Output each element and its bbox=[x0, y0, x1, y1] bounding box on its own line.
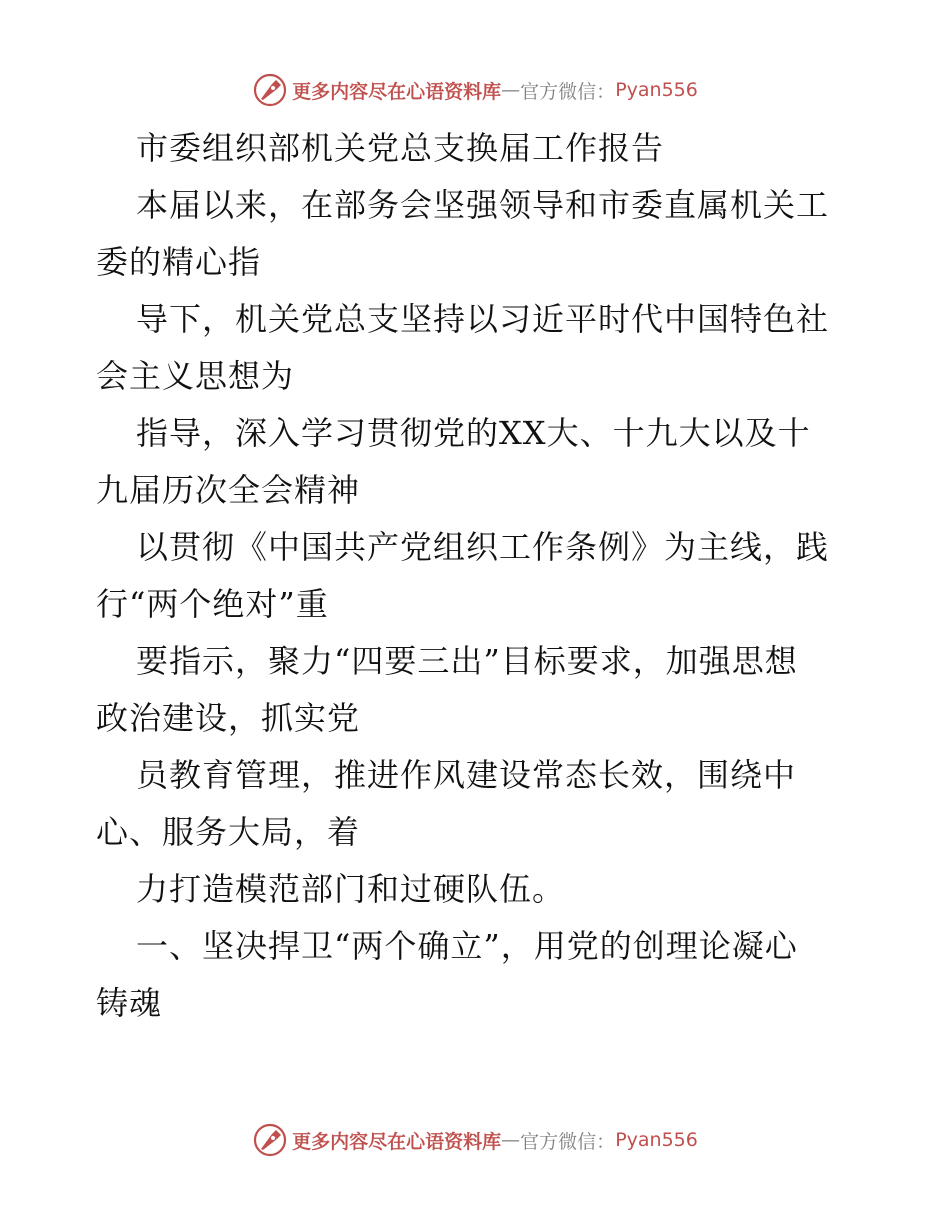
document-line: 委的精心指 bbox=[96, 243, 262, 281]
watermark-title: 更多内容尽在心语资料库 bbox=[292, 80, 502, 103]
document-body bbox=[96, 120, 856, 1032]
document-line: 以贯彻《中国共产党组织工作条例》为主线，践 bbox=[136, 528, 830, 566]
document-line: 员教育管理，推进作风建设常态长效，围绕中 bbox=[136, 756, 797, 794]
document-line: 铸魂 bbox=[96, 984, 163, 1022]
document-line: 会主义思想为 bbox=[96, 357, 295, 395]
document-line: 导下，机关党总支坚持以习近平时代中国特色社 bbox=[136, 300, 830, 338]
document-line: 九届历次全会精神 bbox=[96, 471, 361, 509]
watermark-dash: — bbox=[501, 79, 521, 101]
watermark-wechat-label: 官方微信： bbox=[520, 1130, 616, 1153]
watermark-wechat-id: Pyan556 bbox=[615, 1129, 698, 1151]
watermark-banner-top bbox=[0, 70, 950, 110]
pen-nib-icon bbox=[252, 1122, 288, 1158]
document-line: 本届以来，在部务会坚强领导和市委直属机关工 bbox=[136, 186, 830, 224]
document-line: 指导，深入学习贯彻党的XX大、十九大以及十 bbox=[136, 414, 811, 452]
watermark-banner-bottom bbox=[0, 1120, 950, 1160]
watermark-dash: — bbox=[501, 1129, 521, 1151]
document-line: 力打造模范部门和过硬队伍。 bbox=[136, 870, 566, 908]
document-line: 心、服务大局，着 bbox=[96, 813, 361, 851]
document-line: 政治建设，抓实党 bbox=[96, 699, 361, 737]
pen-nib-icon bbox=[252, 72, 288, 108]
watermark-title: 更多内容尽在心语资料库 bbox=[292, 1130, 502, 1153]
document-line: 要指示，聚力“四要三出”目标要求，加强思想 bbox=[136, 642, 798, 680]
document-line: 市委组织部机关党总支换届工作报告 bbox=[136, 129, 665, 167]
watermark-wechat-label: 官方微信： bbox=[520, 80, 616, 103]
document-line: 一、坚决捍卫“两个确立”，用党的创理论凝心 bbox=[136, 927, 798, 965]
document-line: 行“两个绝对”重 bbox=[96, 585, 329, 623]
watermark-wechat-id: Pyan556 bbox=[615, 79, 698, 101]
